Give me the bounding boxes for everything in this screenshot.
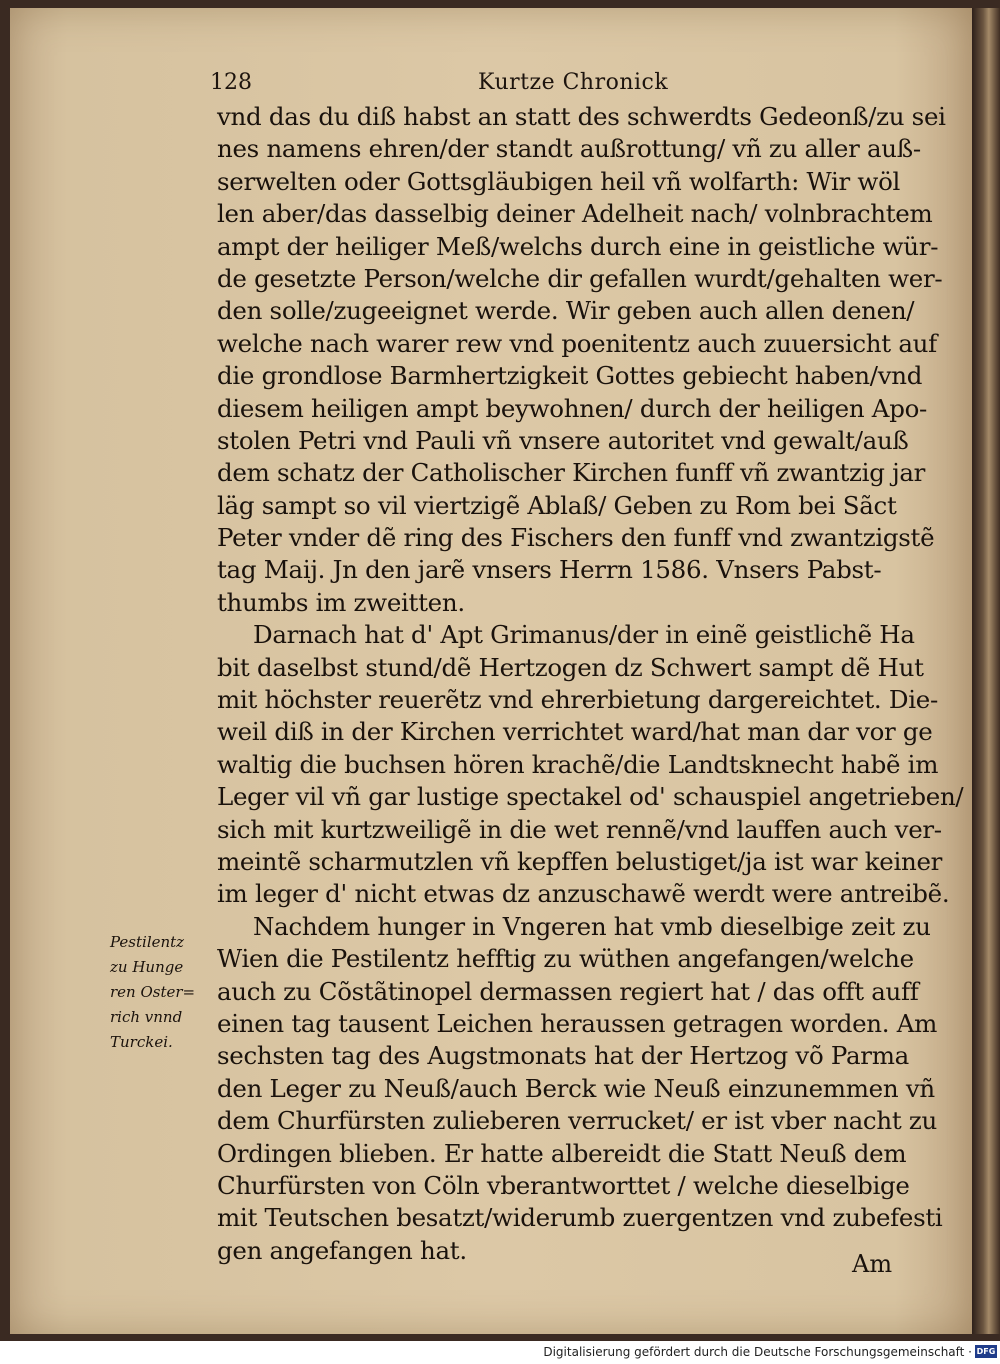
text-line: dem schatz der Catholischer Kirchen funff vñ zwantzig jar xyxy=(217,458,926,488)
text-line: waltig die buchsen hören krachẽ/die Landtsknecht habẽ im xyxy=(217,749,939,779)
margin-note-line: Turckei. xyxy=(110,1033,173,1051)
page-number: 128 xyxy=(210,70,252,95)
text-line: Peter vnder dẽ ring des Fischers den funff vnd zwantzigstẽ xyxy=(217,523,935,553)
text-line: dem Churfürsten zulieberen verrucket/ er ist vber nacht zu xyxy=(217,1106,937,1136)
margin-note-line: zu Hunge xyxy=(110,958,184,976)
text-line: tag Maij. Jn den jarẽ vnsers Herrn 1586. Vnsers Pabst- xyxy=(217,555,882,585)
text-line: läg sampt so vil viertzigẽ Ablaß/ Geben zu Rom bei Sãct xyxy=(217,490,897,520)
book-edge xyxy=(972,8,1000,1334)
margin-note-line: ren Oster= xyxy=(110,983,196,1001)
dfg-logo: DFG xyxy=(976,1347,996,1356)
margin-note-line: Pestilentz xyxy=(110,933,185,951)
text-line: auch zu Cõstãtinopel dermassen regiert hat / das offt auff xyxy=(217,976,919,1006)
text-line: Nachdem hunger in Vngeren hat vmb dieselbige zeit zu xyxy=(253,911,931,941)
text-line: im leger d' nicht etwas dz anzuschawẽ werdt were antreibẽ. xyxy=(217,879,950,909)
text-line: Darnach hat d' Apt Grimanus/der in einẽ geistlichẽ Ha xyxy=(253,620,915,650)
text-line: vnd das du diß habst an statt des schwerdts Gedeonß/zu sei xyxy=(217,102,946,131)
margin-note-line: rich vnnd xyxy=(110,1008,183,1026)
text-line: mit Teutschen besatzt/widerumb zuergentzen vnd zubefesti xyxy=(217,1203,943,1233)
text-line: sechsten tag des Augstmonats hat der Hertzog võ Parma xyxy=(217,1041,909,1071)
running-title: Kurtze Chronick xyxy=(478,70,669,95)
text-line: die grondlose Barmhertzigkeit Gottes gebiecht haben/vnd xyxy=(217,361,923,391)
footer-bar xyxy=(0,1341,1000,1364)
text-line: mit höchster reuerẽtz vnd ehrerbietung dargereichtet. Die- xyxy=(217,685,938,715)
text-line: Leger vil vñ gar lustige spectakel od' schauspiel angetrieben/ xyxy=(217,782,964,812)
text-line: gen angefangen hat. xyxy=(217,1235,467,1265)
text-line: Ordingen blieben. Er hatte albereidt die Statt Neuß dem xyxy=(217,1138,907,1168)
text-line: Churfürsten von Cöln vberantworttet / welche dieselbige xyxy=(217,1170,910,1200)
text-line: den Leger zu Neuß/auch Berck wie Neuß einzunemmen vñ xyxy=(217,1073,935,1103)
text-line: welche nach warer rew vnd poenitentz auch zuuersicht auf xyxy=(217,328,937,358)
footer-credit: Digitalisierung gefördert durch die Deutsche Forschungsgemeinschaft · xyxy=(543,1345,972,1359)
margin-note xyxy=(110,930,210,1055)
text-line: einen tag tausent Leichen heraussen getragen worden. Am xyxy=(217,1008,938,1038)
text-line: len aber/das dasselbig deiner Adelheit nach/ volnbrachtem xyxy=(217,199,933,229)
page-header xyxy=(210,70,890,100)
text-line: bit daselbst stund/dẽ Hertzogen dz Schwert sampt dẽ Hut xyxy=(217,652,924,682)
catchword: Am xyxy=(852,1250,893,1278)
text-line: thumbs im zweitten. xyxy=(217,587,465,617)
text-line: stolen Petri vnd Pauli vñ vnsere autoritet vnd gewalt/auß xyxy=(217,425,909,455)
text-line: Wien die Pestilentz hefftig zu wüthen angefangen/welche xyxy=(217,944,914,974)
text-line: den solle/zugeeignet werde. Wir geben auch allen denen/ xyxy=(217,296,915,326)
text-line: meintẽ scharmutzlen vñ kepffen belustiget/ja ist war keiner xyxy=(217,846,943,876)
text-line: serwelten oder Gottsgläubigen heil vñ wolfarth: Wir wöl xyxy=(217,166,901,196)
text-line: diesem heiligen ampt beywohnen/ durch der heiligen Apo- xyxy=(217,393,928,423)
text-line: nes namens ehren/der standt außrottung/ vñ zu aller auß- xyxy=(217,134,921,164)
text-line: de gesetzte Person/welche dir gefallen wurdt/gehalten wer- xyxy=(217,263,943,293)
body-text xyxy=(217,101,964,1267)
text-line: sich mit kurtzweiligẽ in die wet rennẽ/vnd lauffen auch ver- xyxy=(217,814,942,844)
text-line: ampt der heiliger Meß/welchs durch eine in geistliche wür- xyxy=(217,231,939,261)
text-line: weil diß in der Kirchen verrichtet ward/hat man dar vor ge xyxy=(217,717,933,747)
